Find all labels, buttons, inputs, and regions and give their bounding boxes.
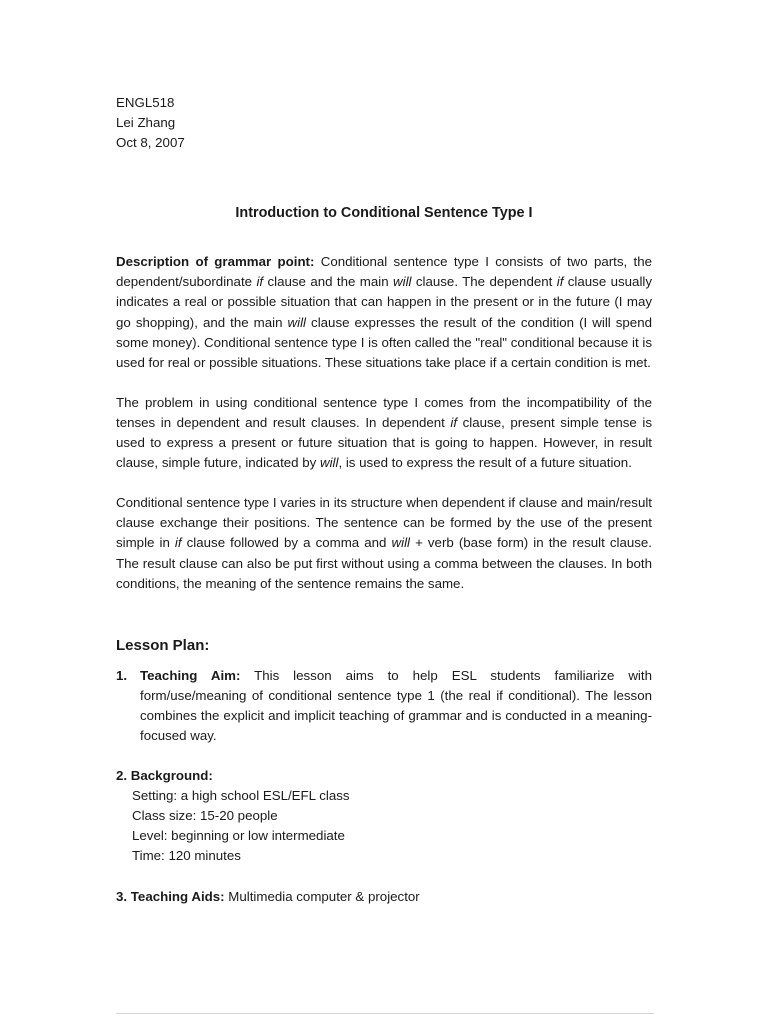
background-section [116, 766, 652, 866]
teaching-aim-text: This lesson aims to help ESL students familiarize with form/use/meaning of conditional sentence type 1 (the real if conditional). The lesson combines the explicit and implicit teaching of grammar and is conducted in a meaning-focused way. [140, 667, 652, 743]
teaching-aids-label: 3. Teaching Aids: [116, 888, 225, 904]
teaching-aids-item [116, 887, 652, 907]
document-title: Introduction to Conditional Sentence Type I [235, 205, 533, 222]
document-page [116, 93, 652, 907]
teaching-aim-item [116, 666, 652, 746]
background-setting: Setting: a high school ESL/EFL class [132, 788, 350, 804]
background-label: 2. Background: [116, 768, 213, 784]
description-paragraph: Description of grammar point: Conditional sentence type I consists of two parts, the dependent/subordinate if clause and the main will clause. The dependent if clause usually indicates a real or possible situation that can happen in the present or in the future (I may go shopping), and the main will clause expresses the result of the condition (I will spend some money). Conditional sentence type I is often called the "real" conditional because it is used for real or possible situations. These situations take place if a certain condition is met. [116, 254, 653, 370]
item-number: 1. [116, 667, 128, 683]
background-class-size: Class size: 15-20 people [132, 808, 278, 824]
teaching-aim-label: Teaching Aim: [140, 667, 241, 683]
teaching-aids-text: Multimedia computer & projector [224, 888, 420, 904]
page-bottom-divider [116, 1013, 654, 1014]
lesson-plan-heading: Lesson Plan: [116, 636, 210, 654]
background-time: Time: 120 minutes [132, 848, 241, 864]
structure-paragraph: Conditional sentence type I varies in its structure when dependent if clause and main/result clause exchange their positions. The sentence can be formed by the use of the present simple in if clause followed by a comma and will + verb (base form) in the result clause. The result clause can also be put first without using a comma between the clauses. In both conditions, the meaning of the sentence remains the same. [116, 495, 652, 591]
problem-paragraph: The problem in using conditional sentence type I comes from the incompatibility of the tenses in dependent and result clauses. In dependent if clause, present simple tense is used to express a present or future situation that is going to happen. However, in result clause, simple future, indicated by will, is used to express the result of a future situation. [116, 394, 652, 471]
description-label: Description of grammar point: [116, 254, 315, 270]
author-name: Lei Zhang [116, 115, 176, 131]
document-date: Oct 8, 2007 [116, 135, 185, 151]
background-level: Level: beginning or low intermediate [132, 828, 345, 844]
course-code: ENGL518 [116, 95, 175, 110]
header-block [116, 93, 652, 153]
